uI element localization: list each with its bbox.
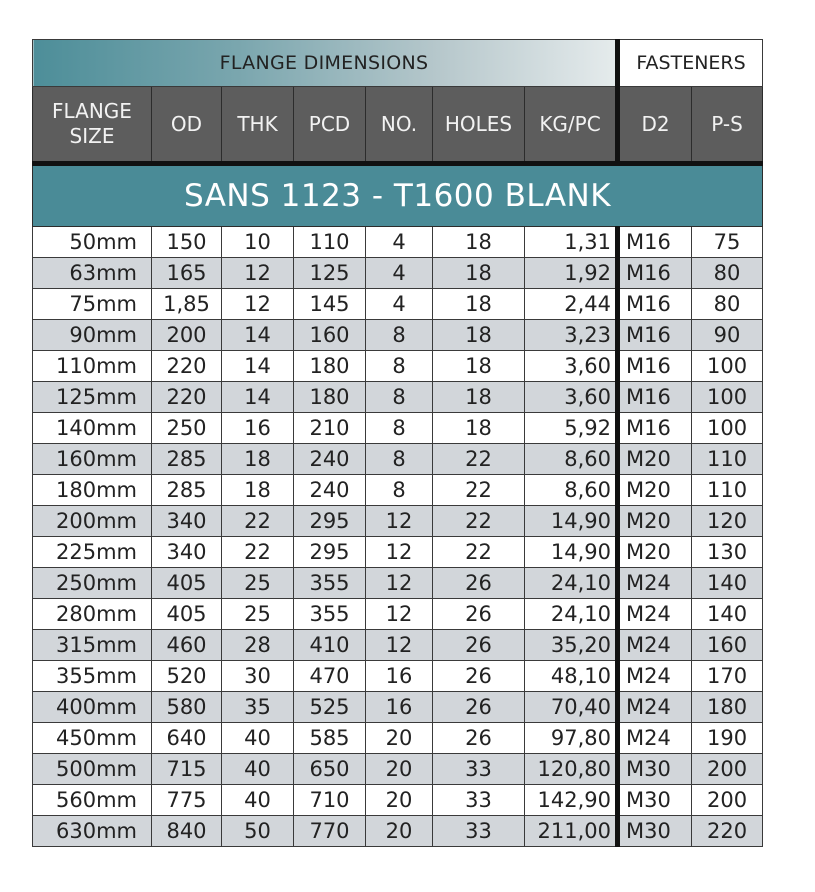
cell-d2: M20 <box>618 444 692 475</box>
cell-d2: M16 <box>618 413 692 444</box>
cell-kg-pc: 97,80 <box>525 723 618 754</box>
cell-no: 12 <box>366 599 433 630</box>
cell-no: 16 <box>366 661 433 692</box>
cell-thk: 50 <box>222 816 294 847</box>
column-header-row <box>33 87 763 164</box>
cell-holes: 26 <box>433 630 525 661</box>
cell-flange-size: 160mm <box>33 444 152 475</box>
cell-holes: 22 <box>433 506 525 537</box>
cell-flange-size: 355mm <box>33 661 152 692</box>
cell-kg-pc: 1,92 <box>525 258 618 289</box>
cell-od: 165 <box>152 258 222 289</box>
cell-no: 20 <box>366 785 433 816</box>
cell-pcd: 585 <box>294 723 366 754</box>
cell-no: 12 <box>366 568 433 599</box>
cell-ps: 170 <box>692 661 763 692</box>
table-row <box>33 599 763 630</box>
table-row <box>33 568 763 599</box>
table-row <box>33 723 763 754</box>
cell-holes: 33 <box>433 816 525 847</box>
table-row <box>33 661 763 692</box>
cell-ps: 200 <box>692 754 763 785</box>
cell-od: 460 <box>152 630 222 661</box>
cell-holes: 18 <box>433 289 525 320</box>
cell-d2: M16 <box>618 351 692 382</box>
cell-kg-pc: 24,10 <box>525 599 618 630</box>
cell-flange-size: 75mm <box>33 289 152 320</box>
cell-holes: 26 <box>433 692 525 723</box>
cell-no: 20 <box>366 816 433 847</box>
cell-ps: 80 <box>692 289 763 320</box>
cell-pcd: 210 <box>294 413 366 444</box>
cell-thk: 14 <box>222 382 294 413</box>
cell-od: 580 <box>152 692 222 723</box>
table-row <box>33 475 763 506</box>
cell-od: 775 <box>152 785 222 816</box>
cell-no: 8 <box>366 382 433 413</box>
cell-od: 285 <box>152 444 222 475</box>
cell-ps: 160 <box>692 630 763 661</box>
cell-ps: 100 <box>692 382 763 413</box>
cell-d2: M24 <box>618 599 692 630</box>
table-row <box>33 351 763 382</box>
cell-flange-size: 110mm <box>33 351 152 382</box>
cell-ps: 100 <box>692 413 763 444</box>
table-row <box>33 227 763 258</box>
cell-flange-size: 500mm <box>33 754 152 785</box>
col-holes: HOLES <box>433 87 525 164</box>
cell-flange-size: 400mm <box>33 692 152 723</box>
cell-no: 20 <box>366 723 433 754</box>
cell-holes: 18 <box>433 227 525 258</box>
cell-d2: M16 <box>618 258 692 289</box>
cell-pcd: 240 <box>294 475 366 506</box>
cell-holes: 18 <box>433 320 525 351</box>
cell-ps: 140 <box>692 599 763 630</box>
cell-no: 16 <box>366 692 433 723</box>
section-title: SANS 1123 - T1600 BLANK <box>33 164 763 227</box>
cell-od: 520 <box>152 661 222 692</box>
cell-d2: M30 <box>618 785 692 816</box>
cell-thk: 18 <box>222 444 294 475</box>
cell-holes: 26 <box>433 661 525 692</box>
table-row <box>33 785 763 816</box>
cell-ps: 140 <box>692 568 763 599</box>
cell-pcd: 525 <box>294 692 366 723</box>
cell-pcd: 410 <box>294 630 366 661</box>
cell-kg-pc: 14,90 <box>525 537 618 568</box>
cell-flange-size: 50mm <box>33 227 152 258</box>
cell-kg-pc: 3,60 <box>525 351 618 382</box>
cell-od: 715 <box>152 754 222 785</box>
cell-pcd: 110 <box>294 227 366 258</box>
cell-d2: M16 <box>618 382 692 413</box>
cell-ps: 75 <box>692 227 763 258</box>
col-flange-size-line2: SIZE <box>69 124 115 148</box>
cell-thk: 10 <box>222 227 294 258</box>
cell-flange-size: 180mm <box>33 475 152 506</box>
table-body <box>33 227 763 847</box>
cell-no: 20 <box>366 754 433 785</box>
flange-table <box>32 39 763 847</box>
cell-pcd: 160 <box>294 320 366 351</box>
cell-pcd: 650 <box>294 754 366 785</box>
cell-pcd: 355 <box>294 599 366 630</box>
table-row <box>33 258 763 289</box>
cell-flange-size: 90mm <box>33 320 152 351</box>
cell-d2: M24 <box>618 661 692 692</box>
cell-pcd: 295 <box>294 506 366 537</box>
cell-d2: M30 <box>618 754 692 785</box>
col-od: OD <box>152 87 222 164</box>
table-row <box>33 816 763 847</box>
cell-kg-pc: 8,60 <box>525 475 618 506</box>
cell-kg-pc: 2,44 <box>525 289 618 320</box>
cell-thk: 28 <box>222 630 294 661</box>
cell-flange-size: 280mm <box>33 599 152 630</box>
cell-d2: M16 <box>618 289 692 320</box>
cell-pcd: 355 <box>294 568 366 599</box>
cell-pcd: 295 <box>294 537 366 568</box>
cell-thk: 40 <box>222 785 294 816</box>
cell-pcd: 470 <box>294 661 366 692</box>
cell-no: 12 <box>366 537 433 568</box>
cell-d2: M24 <box>618 692 692 723</box>
cell-kg-pc: 142,90 <box>525 785 618 816</box>
cell-holes: 18 <box>433 258 525 289</box>
cell-kg-pc: 8,60 <box>525 444 618 475</box>
cell-d2: M24 <box>618 630 692 661</box>
cell-od: 285 <box>152 475 222 506</box>
cell-flange-size: 140mm <box>33 413 152 444</box>
flange-dimensions-header: FLANGE DIMENSIONS <box>33 40 618 87</box>
cell-no: 8 <box>366 351 433 382</box>
cell-thk: 40 <box>222 723 294 754</box>
cell-od: 250 <box>152 413 222 444</box>
cell-flange-size: 450mm <box>33 723 152 754</box>
cell-no: 8 <box>366 475 433 506</box>
cell-thk: 25 <box>222 599 294 630</box>
cell-od: 405 <box>152 599 222 630</box>
cell-d2: M20 <box>618 506 692 537</box>
cell-ps: 110 <box>692 475 763 506</box>
cell-holes: 18 <box>433 382 525 413</box>
table-row <box>33 444 763 475</box>
cell-no: 4 <box>366 289 433 320</box>
cell-kg-pc: 1,31 <box>525 227 618 258</box>
col-ps: P-S <box>692 87 763 164</box>
cell-od: 640 <box>152 723 222 754</box>
cell-holes: 33 <box>433 785 525 816</box>
cell-kg-pc: 48,10 <box>525 661 618 692</box>
cell-od: 1,85 <box>152 289 222 320</box>
cell-od: 200 <box>152 320 222 351</box>
cell-holes: 22 <box>433 475 525 506</box>
cell-kg-pc: 120,80 <box>525 754 618 785</box>
table-row <box>33 630 763 661</box>
col-pcd: PCD <box>294 87 366 164</box>
cell-kg-pc: 3,23 <box>525 320 618 351</box>
cell-pcd: 180 <box>294 382 366 413</box>
cell-no: 8 <box>366 413 433 444</box>
cell-d2: M16 <box>618 320 692 351</box>
cell-no: 12 <box>366 506 433 537</box>
table-row <box>33 537 763 568</box>
table-row <box>33 692 763 723</box>
cell-holes: 18 <box>433 351 525 382</box>
cell-flange-size: 125mm <box>33 382 152 413</box>
cell-d2: M24 <box>618 723 692 754</box>
cell-flange-size: 250mm <box>33 568 152 599</box>
col-flange-size-line1: FLANGE <box>52 99 132 123</box>
cell-flange-size: 200mm <box>33 506 152 537</box>
fasteners-header: FASTENERS <box>618 40 763 87</box>
cell-holes: 33 <box>433 754 525 785</box>
group-header-row <box>33 40 763 87</box>
col-no: NO. <box>366 87 433 164</box>
cell-kg-pc: 70,40 <box>525 692 618 723</box>
cell-flange-size: 63mm <box>33 258 152 289</box>
table-row <box>33 382 763 413</box>
cell-no: 8 <box>366 320 433 351</box>
cell-d2: M16 <box>618 227 692 258</box>
col-thk: THK <box>222 87 294 164</box>
cell-thk: 14 <box>222 351 294 382</box>
cell-thk: 40 <box>222 754 294 785</box>
cell-pcd: 125 <box>294 258 366 289</box>
cell-thk: 30 <box>222 661 294 692</box>
cell-thk: 16 <box>222 413 294 444</box>
cell-ps: 90 <box>692 320 763 351</box>
cell-holes: 26 <box>433 568 525 599</box>
col-d2: D2 <box>618 87 692 164</box>
cell-kg-pc: 5,92 <box>525 413 618 444</box>
cell-no: 4 <box>366 227 433 258</box>
cell-d2: M20 <box>618 537 692 568</box>
cell-no: 8 <box>366 444 433 475</box>
cell-d2: M24 <box>618 568 692 599</box>
cell-ps: 100 <box>692 351 763 382</box>
table-row <box>33 506 763 537</box>
cell-ps: 130 <box>692 537 763 568</box>
col-flange-size <box>33 87 152 164</box>
cell-od: 405 <box>152 568 222 599</box>
cell-pcd: 145 <box>294 289 366 320</box>
section-title-row <box>33 164 763 227</box>
cell-no: 4 <box>366 258 433 289</box>
cell-flange-size: 225mm <box>33 537 152 568</box>
cell-kg-pc: 3,60 <box>525 382 618 413</box>
cell-pcd: 770 <box>294 816 366 847</box>
cell-kg-pc: 35,20 <box>525 630 618 661</box>
cell-od: 340 <box>152 537 222 568</box>
cell-thk: 35 <box>222 692 294 723</box>
cell-holes: 22 <box>433 444 525 475</box>
cell-thk: 12 <box>222 289 294 320</box>
cell-d2: M30 <box>618 816 692 847</box>
cell-od: 220 <box>152 351 222 382</box>
cell-pcd: 180 <box>294 351 366 382</box>
cell-thk: 25 <box>222 568 294 599</box>
cell-pcd: 240 <box>294 444 366 475</box>
cell-kg-pc: 211,00 <box>525 816 618 847</box>
cell-holes: 26 <box>433 599 525 630</box>
cell-od: 150 <box>152 227 222 258</box>
cell-pcd: 710 <box>294 785 366 816</box>
cell-ps: 220 <box>692 816 763 847</box>
cell-ps: 110 <box>692 444 763 475</box>
cell-od: 840 <box>152 816 222 847</box>
cell-ps: 120 <box>692 506 763 537</box>
cell-holes: 26 <box>433 723 525 754</box>
cell-flange-size: 315mm <box>33 630 152 661</box>
cell-ps: 200 <box>692 785 763 816</box>
cell-holes: 22 <box>433 537 525 568</box>
cell-holes: 18 <box>433 413 525 444</box>
table-row <box>33 289 763 320</box>
cell-ps: 190 <box>692 723 763 754</box>
table-row <box>33 320 763 351</box>
cell-thk: 18 <box>222 475 294 506</box>
cell-flange-size: 630mm <box>33 816 152 847</box>
cell-d2: M20 <box>618 475 692 506</box>
cell-flange-size: 560mm <box>33 785 152 816</box>
cell-thk: 22 <box>222 537 294 568</box>
col-kg-pc: KG/PC <box>525 87 618 164</box>
cell-thk: 12 <box>222 258 294 289</box>
cell-kg-pc: 24,10 <box>525 568 618 599</box>
flange-table-container <box>32 39 762 847</box>
table-row <box>33 754 763 785</box>
table-row <box>33 413 763 444</box>
cell-no: 12 <box>366 630 433 661</box>
cell-od: 220 <box>152 382 222 413</box>
cell-ps: 180 <box>692 692 763 723</box>
cell-od: 340 <box>152 506 222 537</box>
cell-kg-pc: 14,90 <box>525 506 618 537</box>
cell-ps: 80 <box>692 258 763 289</box>
cell-thk: 14 <box>222 320 294 351</box>
cell-thk: 22 <box>222 506 294 537</box>
